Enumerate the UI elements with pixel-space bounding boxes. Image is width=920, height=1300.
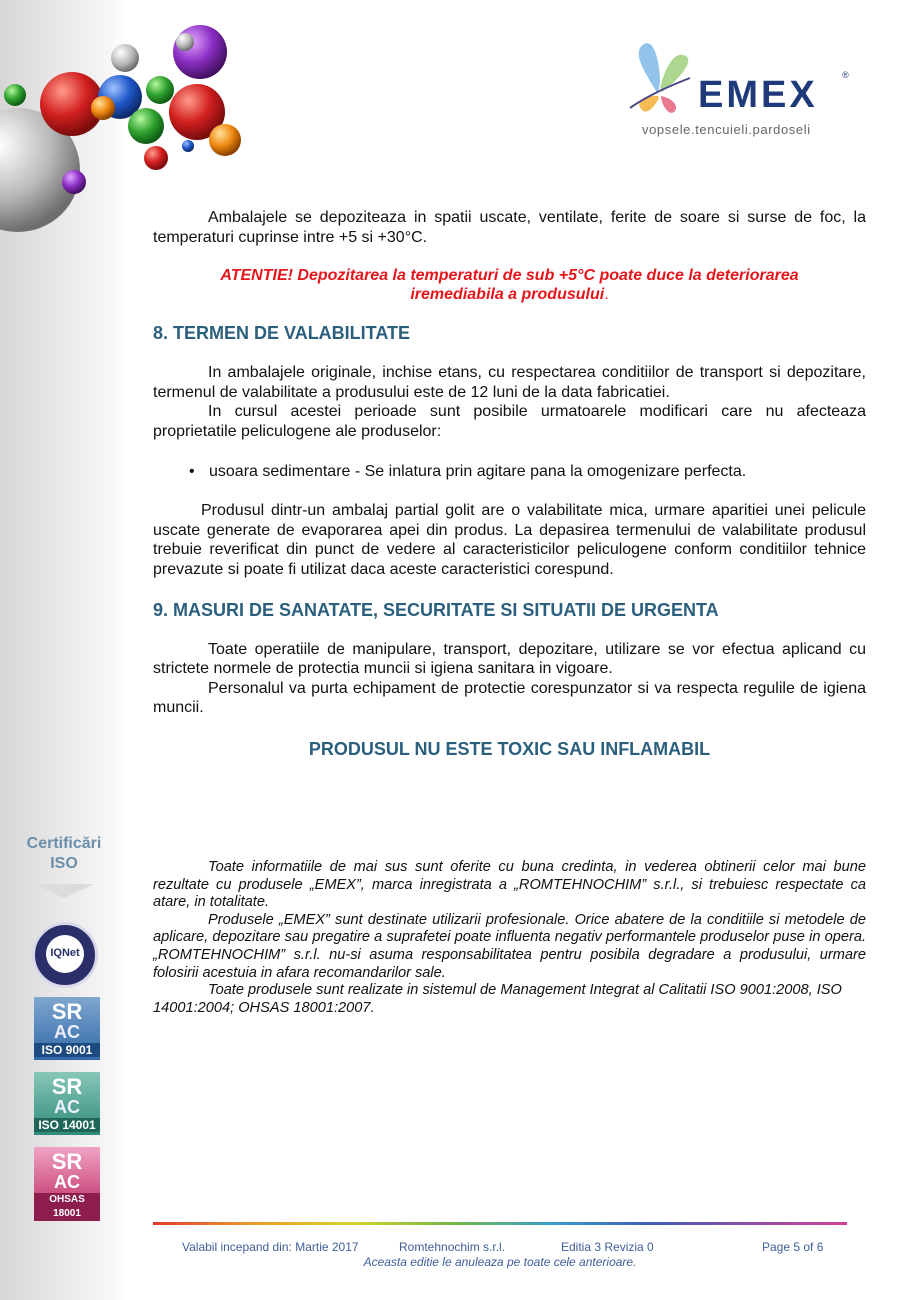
section-8-heading: 8. TERMEN DE VALABILITATE <box>153 323 411 344</box>
logo-registered-mark: ® <box>842 70 849 80</box>
disclaimer-paragraph-2: Produsele „EMEX” sunt destinate utilizarii profesionale. Orice abatere de la conditiile si metodele de aplicare, depozitare sau pregatire a suprafetei poate influenta negativ performantele produselor puse in opera. „ROMTEHNOCHIM” s.r.l. nu-si asuma responsabilitatea pentru posibila degradare a produsului, urmare folosirii acestuia in afara recomandarilor sale. <box>153 911 866 981</box>
footer-rainbow-divider <box>153 1222 847 1225</box>
footer-company: Romtehnochim s.r.l. <box>399 1240 506 1254</box>
iqnet-label: IQNet <box>48 947 82 959</box>
nontoxic-statement: PRODUSUL NU ESTE TOXIC SAU INFLAMABIL <box>308 738 711 759</box>
section-8-paragraph-3: Produsul dintr-un ambalaj partial golit are o valabilitate mica, urmare aparitiei unei pelicule uscate generate de evaporarea apei din produs. La depasirea termenului de valabilitate produsul trebuie reverificat din punct de vedere al caracteristicilor peliculogene conform conditiilor tehnice prevazute si poate fi utilizat daca aceste caracteristici corespund. <box>153 502 866 578</box>
warning-period: . <box>604 286 609 304</box>
badge-mid-text: AC <box>54 1022 80 1042</box>
logo-tagline: vopsele.tencuieli.pardoseli <box>642 122 811 137</box>
badge-mid-text: AC <box>54 1097 80 1117</box>
badge-top-text: SR <box>51 1074 83 1099</box>
iqnet-badge <box>32 922 98 988</box>
butterfly-icon <box>624 38 694 118</box>
logo-brand: EMEX <box>698 74 818 116</box>
badge-label: OHSAS 18001 <box>34 1193 100 1221</box>
section-8-paragraph-1: In ambalajele originale, inchise etans, cu respectarea conditiilor de transport si depozitare, termenul de valabilitate a produsului este de 12 luni de la data fabricatiei. <box>153 364 866 401</box>
badge-mid-text: AC <box>54 1172 80 1192</box>
badge-label: ISO 14001 <box>34 1118 100 1132</box>
decorative-spheres-graphic <box>0 0 260 240</box>
storage-warning <box>153 266 866 304</box>
document-body <box>153 208 866 760</box>
footer-edition: Editia 3 Revizia 0 <box>561 1240 654 1254</box>
disclaimer-paragraph-3: Toate produsele sunt realizate in sistemul de Management Integrat al Calitatii ISO 9001:2008, ISO 14001:2004; OHSAS 18001:2007. <box>153 982 842 1016</box>
badge-label: ISO 9001 <box>34 1043 100 1057</box>
certifications-title-line-2: ISO <box>50 855 78 872</box>
badge-top-text: SR <box>51 999 83 1024</box>
certifications-title <box>14 834 114 874</box>
section-9-paragraph-1: Toate operatiile de manipulare, transport, depozitare, utilizare se vor efectua aplicand cu strictete normele de protectia muncii si igiena sanitara in vigoare. <box>153 640 866 678</box>
section-9-heading: 9. MASURI DE SANATATE, SECURITATE SI SITUATII DE URGENTA <box>153 599 719 620</box>
chevron-down-icon <box>34 884 94 898</box>
footer-page-number: Page 5 of 6 <box>762 1240 824 1254</box>
warning-line-2: iremediabila a produsului <box>410 286 605 304</box>
certifications-title-line-1: Certificări <box>26 835 102 852</box>
section-8-paragraph-2: In cursul acestei perioade sunt posibile urmatoarele modificari care nu afecteaza proprietatile peliculogene ale produselor: <box>153 403 866 440</box>
warning-line-1: ATENTIE! Depozitarea la temperaturi de sub +5°C poate duce la deteriorarea <box>220 267 799 285</box>
certification-badge-iso-9001 <box>34 997 100 1060</box>
section-9-paragraph-2: Personalul va purta echipament de protectie corespunzator si va respecta regulile de igiena muncii. <box>153 679 866 717</box>
certification-badge-iso-14001 <box>34 1072 100 1135</box>
storage-paragraph: Ambalajele se depoziteaza in spatii uscate, ventilate, ferite de soare si surse de foc, la temperaturi cuprinse intre +5 si +30°C. <box>153 209 866 246</box>
footer-note: Aceasta editie le anuleaza pe toate cele anterioare. <box>363 1255 637 1269</box>
disclaimer-block <box>153 859 866 1017</box>
badge-top-text: SR <box>51 1149 83 1174</box>
emex-logo <box>620 36 860 146</box>
disclaimer-paragraph-1: Toate informatiile de mai sus sunt oferite cu buna credinta, in vederea obtinerii celor mai bune rezultate cu produsele „EMEX”, marca inregistrata a „ROMTEHNOCHIM” s.r.l., si trebuiesc respectate ca atare, in totalitate. <box>153 859 866 911</box>
footer-valid-from: Valabil incepand din: Martie 2017 <box>182 1240 359 1254</box>
certification-badge-ohsas-18001 <box>34 1147 100 1219</box>
section-8-bullet-text: usoara sedimentare - Se inlatura prin agitare pana la omogenizare perfecta. <box>209 462 747 480</box>
list-item <box>189 462 866 482</box>
bullet-icon: • <box>189 462 195 480</box>
